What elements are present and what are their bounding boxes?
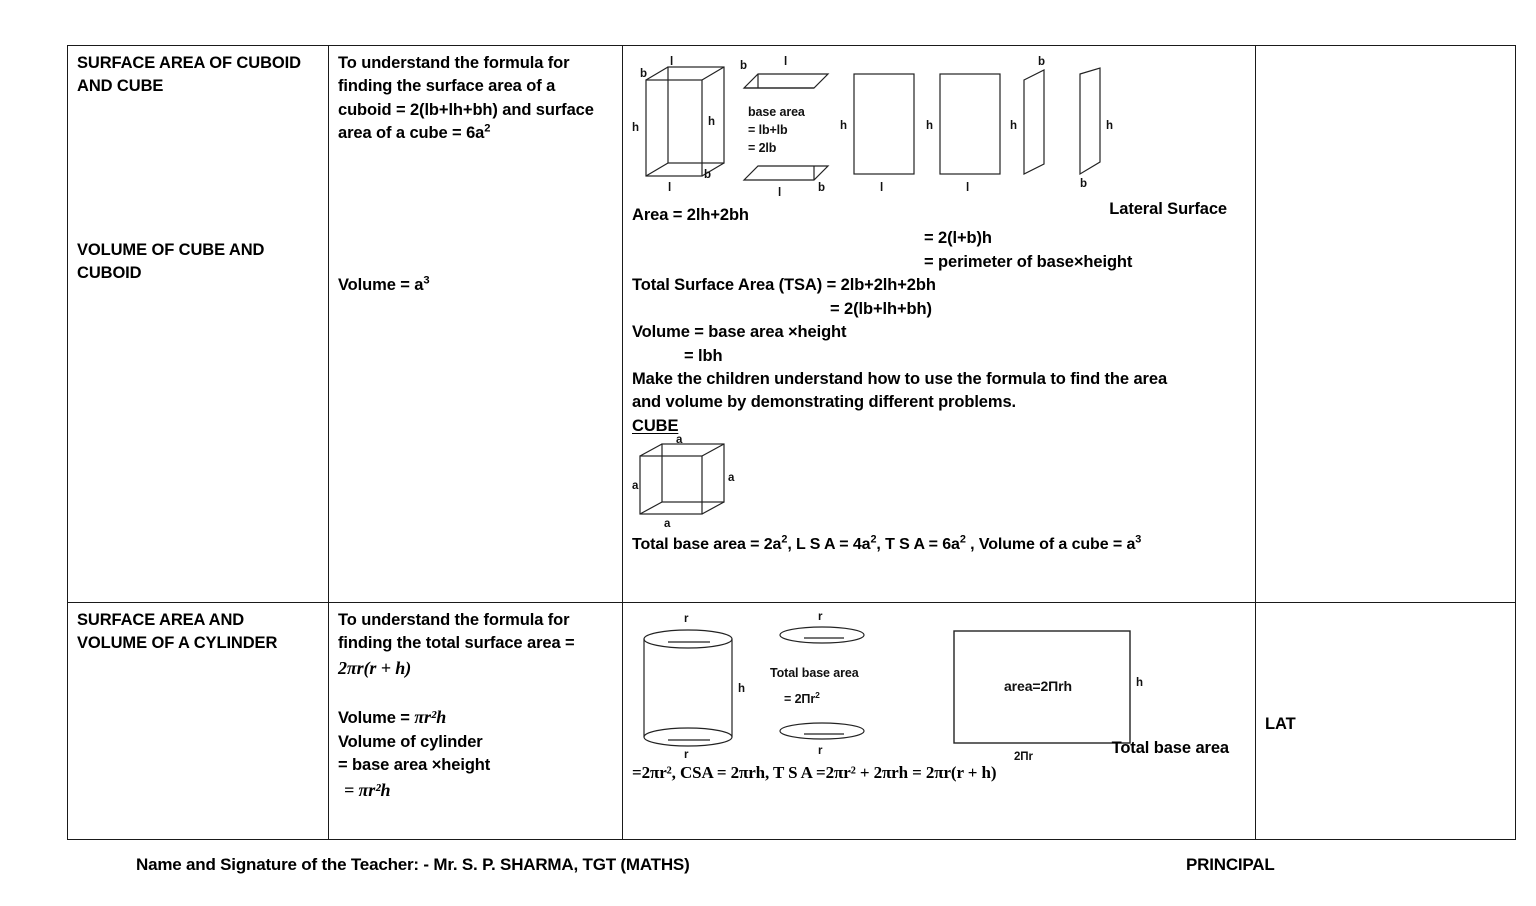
rect-circumference-label: 2Πr (1014, 751, 1033, 763)
footer-teacher-signature: Name and Signature of the Teacher: - Mr. S. P. SHARMA, TGT (MATHS) (136, 855, 690, 874)
topic-surface-area-cuboid-line2: AND CUBE (77, 77, 164, 96)
base-piece-top-label-b: b (740, 60, 747, 72)
cube-summary-line (632, 534, 1247, 557)
objective-cyl-volume-formula: πr²h (414, 707, 447, 728)
base-piece-top-label-l: l (784, 56, 788, 68)
base-piece-bottom-label-l: l (778, 187, 782, 199)
base-area-caption-line2: = lb+lb (748, 123, 788, 137)
cube-label-right-a: a (728, 472, 735, 485)
face-rect1-label-h: h (840, 120, 847, 132)
face-rect2-label-h: h (926, 120, 933, 132)
disc-caption-line2-exp: 2 (815, 689, 820, 700)
cylinder-total-base-area-tag: Total base area (1111, 739, 1229, 757)
cell-topic-cuboid (68, 46, 329, 603)
topic-volume-cube-line2: CUBOID (77, 264, 142, 283)
objective-cyl-line-1: To understand the formula for (338, 611, 570, 629)
cell-remarks-cuboid (1256, 46, 1516, 603)
instruction-line-1: Make the children understand how to use the formula to find the area (632, 369, 1168, 388)
objective-line-2: finding the surface area of a (338, 77, 556, 96)
disc-caption-line2 (784, 691, 820, 709)
face-slant2-label-b: b (1080, 178, 1087, 190)
topic-cylinder-line1: SURFACE AREA AND (77, 611, 245, 629)
objective-cyl-spacer (338, 681, 614, 705)
face-rect2-label-l: l (966, 182, 970, 194)
face-slant2-label-h: h (1106, 120, 1113, 132)
face-slant1-label-b: b (1038, 56, 1045, 68)
cylinder-diagram (632, 609, 1247, 761)
face-slant1-label-h: h (1010, 120, 1017, 132)
cuboid-label-right-h: h (708, 116, 715, 128)
cell-activity-cuboid (623, 46, 1256, 603)
disc-caption-line1: Total base area (770, 666, 859, 680)
objective-cyl-volume-line (338, 705, 614, 731)
cube-volume-text: , Volume of a cube = a (965, 536, 1136, 554)
rect-area-label: area=2Πrh (1004, 678, 1072, 694)
cube-label-left-a: a (632, 480, 639, 493)
cube-volume-exp: 3 (1135, 533, 1142, 546)
cube-total-base-area-exp: 2 (781, 533, 788, 546)
objective-cyl-volume-label: Volume = (338, 709, 415, 728)
footer-principal-label: PRINCIPAL (1186, 855, 1275, 874)
cube-tsa-text: , T S A = 6a (876, 536, 960, 554)
cube-lsa-exp: 2 (870, 533, 877, 546)
remarks-lat-text: LAT (1265, 715, 1296, 733)
cylinder-label-side-h: h (738, 683, 745, 695)
base-area-caption-line3: = 2lb (748, 141, 777, 155)
cell-remarks-cylinder (1256, 603, 1516, 840)
topic-cylinder-line2: VOLUME OF A CYLINDER (77, 634, 278, 653)
formula-volume-line: Volume = base area ×height (632, 323, 847, 342)
objective-cyl-tsa-formula: 2πr(r + h) (338, 657, 412, 678)
topic-spacer (77, 99, 320, 239)
lateral-surface-label: Lateral Surface (1109, 200, 1227, 218)
cell-objective-cuboid (329, 46, 623, 603)
cuboid-label-bottom-l: l (668, 182, 672, 194)
formula-area-alt2: = perimeter of base×height (924, 252, 1133, 271)
disc-bottom-label-r: r (818, 745, 823, 757)
cuboid-label-top-l: l (670, 56, 674, 68)
topic-surface-area-cuboid-line1: SURFACE AREA OF CUBOID (77, 54, 301, 72)
cube-tsa-exp: 2 (959, 533, 966, 546)
cylinder-label-top-r: r (684, 613, 689, 625)
cube-total-base-area-text: Total base area = 2a (632, 536, 782, 554)
formula-volume-alt: = lbh (684, 346, 723, 365)
cell-topic-cylinder (68, 603, 329, 840)
cylinder-figure-block (632, 609, 1247, 785)
cube-lsa-text: , L S A = 4a (787, 536, 871, 554)
rect-height-label: h (1136, 677, 1143, 689)
objective-cyl-vol-line3: = πr²h (344, 779, 391, 800)
cube-label-top-a: a (676, 434, 683, 447)
formula-area-line: Area = 2lh+2bh (632, 206, 749, 224)
disc-top-label-r: r (818, 611, 823, 623)
disc-caption-line2-text: = 2Πr (784, 692, 816, 706)
objective-cyl-line-2: finding the total surface area = (338, 634, 575, 653)
cylinder-summary-line: =2πr², CSA = 2πrh, T S A =2πr² + 2πrh = 2πr(r + h) (632, 763, 997, 782)
cylinder-label-bottom-r: r (684, 749, 689, 761)
formula-tsa-line: Total Surface Area (TSA) = 2lb+2lh+2bh (632, 276, 936, 295)
objective-cyl-vol-line2: = base area ×height (338, 756, 491, 775)
face-rect1-label-l: l (880, 182, 884, 194)
cuboid-figure-block (632, 52, 1247, 557)
objective-cyl-vol-line1: Volume of cylinder (338, 732, 483, 751)
cuboid-label-top-b: b (640, 68, 647, 80)
objective-line-1: To understand the formula for (338, 54, 570, 72)
objective-spacer (338, 146, 614, 274)
table-row-cylinder (68, 603, 1516, 840)
cube-diagram (632, 434, 1247, 534)
formula-tsa-alt: = 2(lb+lh+bh) (830, 299, 932, 318)
objective-cube-area-text: area of a cube = 6a (338, 124, 485, 143)
cuboid-label-bottom-b: b (704, 169, 711, 181)
cell-activity-cylinder (623, 603, 1256, 840)
table-row-cuboid-cube (68, 46, 1516, 603)
topic-volume-cube-line1: VOLUME OF CUBE AND (77, 240, 265, 259)
base-area-caption-line1: base area (748, 105, 805, 119)
objective-volume-text: Volume = a (338, 275, 424, 294)
cube-heading: CUBE (632, 416, 679, 435)
objective-line-3: cuboid = 2(lb+lh+bh) and surface (338, 100, 594, 119)
objective-volume-exponent: 3 (423, 274, 430, 287)
page-footer (0, 855, 1536, 889)
formula-area-alt1: = 2(l+b)h (924, 229, 992, 248)
objective-line-4 (338, 122, 614, 145)
objective-volume-line (338, 274, 614, 297)
lesson-plan-table (67, 45, 1516, 840)
cube-svg (632, 438, 792, 534)
instruction-line-2: and volume by demonstrating different problems. (632, 393, 1017, 412)
cuboid-label-left-h: h (632, 122, 639, 134)
cell-objective-cylinder (329, 603, 623, 840)
base-piece-bottom-label-b: b (818, 182, 825, 194)
objective-cube-area-exponent: 2 (484, 122, 491, 135)
cube-label-bottom-a: a (664, 518, 671, 531)
